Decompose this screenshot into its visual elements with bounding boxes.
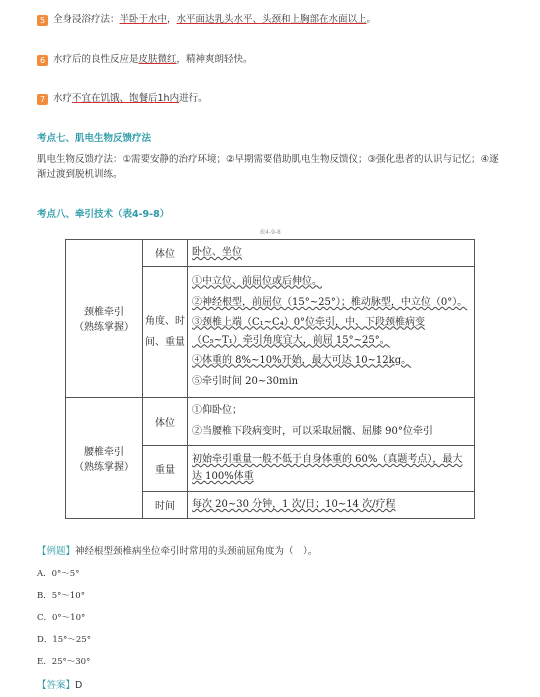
item-7 <box>37 92 208 105</box>
item-6 <box>37 53 253 66</box>
example-answer <box>37 677 82 691</box>
item-text: 水疗后的良性反应是 <box>53 54 139 65</box>
cervical-name: 颈椎牵引 <box>84 307 124 319</box>
option-d: D．15°～25° <box>37 635 91 645</box>
item-text: 进行。 <box>179 93 208 104</box>
number-badge: 5 <box>37 15 48 26</box>
lumbar-name: 腰椎牵引 <box>84 446 124 458</box>
cervical-sub: （熟练掌握） <box>74 322 134 334</box>
item-text: 水疗 <box>53 93 73 104</box>
angle-line-1: ①中立位、前屈位或后伸位。 <box>192 275 322 287</box>
underlined-text: 皮肤微红 <box>138 54 177 65</box>
lumbar-name-cell <box>66 397 143 518</box>
item-text: 。 <box>366 14 377 25</box>
answer-label: 【答案】 <box>37 680 76 691</box>
traction-table <box>65 239 475 519</box>
angle-line-4: ④体重的 8%~10%开始，最大可达 10~12kg。 <box>192 354 412 366</box>
lumbar-sub: （熟练掌握） <box>74 461 134 473</box>
cervical-angle-label: 角度、时间、重量 <box>143 266 188 397</box>
option-c: C．0°～10° <box>37 613 86 623</box>
lumbar-position-line-1: ①仰卧位； <box>192 404 242 416</box>
underlined-text: 不宜在饥饿、饱餐后1h内 <box>72 93 180 104</box>
item-5 <box>37 13 376 26</box>
answer-value: D <box>75 680 83 691</box>
option-e: E．25°～30° <box>37 657 91 667</box>
cervical-position-text: 卧位、坐位 <box>192 247 242 258</box>
underlined-text: 半卧于水中 <box>119 14 168 25</box>
table-row <box>66 240 475 267</box>
angle-line-2: ②神经根型，前屈位（15°~25°）；椎动脉型，中立位（0°）。 <box>192 297 468 308</box>
lumbar-time-text: 每次 20~30 分钟，1 次/日；10~14 次/疗程 <box>192 498 396 510</box>
cervical-angle-cell <box>188 266 475 397</box>
lumbar-position-label: 体位 <box>143 397 188 445</box>
angle-line-5: ⑤牵引时间 20~30min <box>192 376 299 387</box>
lumbar-weight-label: 重量 <box>143 445 188 491</box>
example-question <box>37 543 317 557</box>
lumbar-weight-cell <box>188 445 475 491</box>
cervical-position-label: 体位 <box>143 240 188 267</box>
item-text: 全身浸浴疗法： <box>53 14 120 25</box>
lumbar-position-line-2: ②当腰椎下段病变时，可以采取屈髋、屈膝 90°位牵引 <box>192 426 433 437</box>
underlined-text: 水平面达乳头水平、头颈和上胸部在水面以上 <box>176 14 367 25</box>
option-a: A．0°～5° <box>37 569 80 579</box>
table-row <box>66 397 475 445</box>
cervical-position-value <box>188 240 475 267</box>
example-label: 【例题】 <box>37 546 76 557</box>
number-badge: 6 <box>37 55 48 66</box>
cervical-name-cell <box>66 240 143 398</box>
angle-line-3: ③颈椎上端（C₁~C₄）0°位牵引，中、下段颈椎病变（C₅~T₁）牵引角度宜大，前屈 15°~25°。 <box>192 316 426 346</box>
lumbar-time-cell <box>188 491 475 518</box>
item-text: ， <box>167 14 177 25</box>
lumbar-time-label: 时间 <box>143 491 188 518</box>
option-b: B．5°～10° <box>37 591 85 601</box>
number-badge: 7 <box>37 94 48 105</box>
section-7-heading: 考点七、肌电生物反馈疗法 <box>37 133 152 144</box>
example-question-text: 神经根型颈椎病坐位牵引时常用的头颈前屈角度为（ ）。 <box>75 546 318 557</box>
item-text: ，精神爽朗轻快。 <box>176 54 253 65</box>
table-caption: 表4-9-8 <box>259 229 281 236</box>
section-8-heading: 考点八、牵引技术（表4-9-8） <box>37 209 170 220</box>
lumbar-weight-text: 初始牵引重量一般不低于自身体重的 60%（真题考点），最大达 100%体重 <box>192 454 463 482</box>
lumbar-position-cell <box>188 397 475 445</box>
section-7-body: 肌电生物反馈疗法：①需要安静的治疗环境；②早期需要借助肌电生物反馈仪；③强化患者的认识与记忆；④逐渐过渡到脱机训练。 <box>37 154 499 180</box>
